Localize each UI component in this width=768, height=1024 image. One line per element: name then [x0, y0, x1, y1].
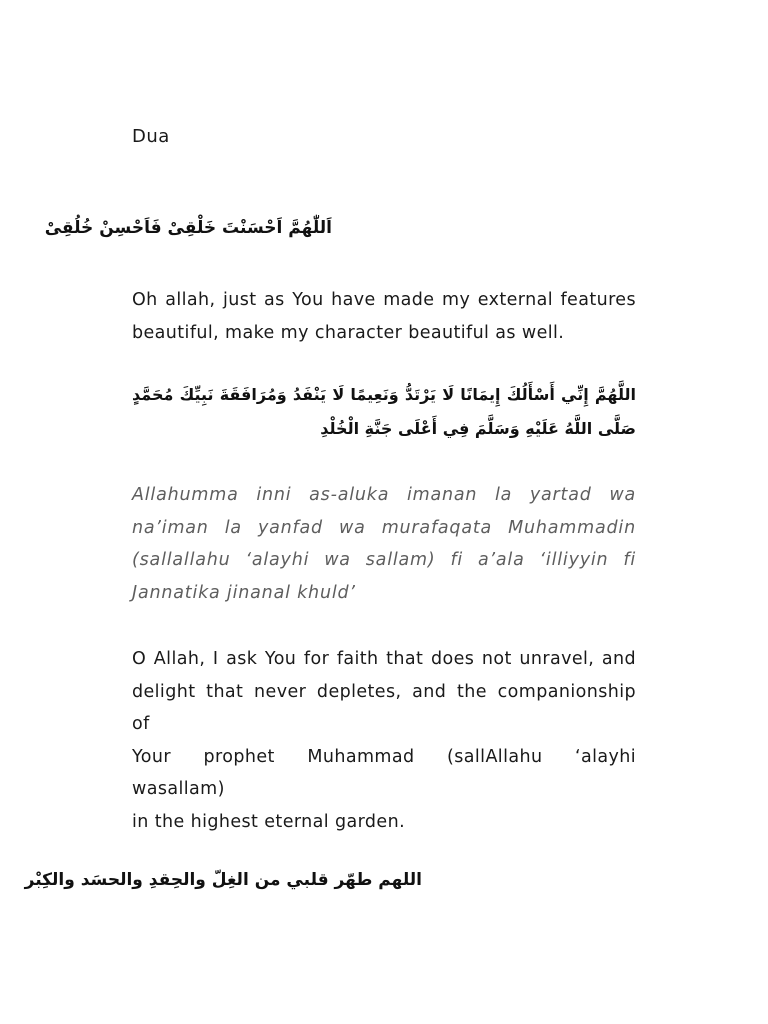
transliteration-line-1: Allahumma inni as-aluka imanan la yartad wa	[132, 485, 636, 505]
arabic-dua-3: اللهم طهّر قلبي من الغِلّ والحِقدِ والحسَد والكِبْر	[24, 870, 422, 890]
translation-2-line-3: of	[132, 714, 150, 734]
translation-2-line-6: in the highest eternal garden.	[132, 811, 406, 832]
page-title: Dua	[132, 126, 170, 147]
transliteration-line-3: (sallallahu ‘alayhi wa sallam) fi a’ala ‘illiyyin fi	[132, 550, 636, 570]
arabic-dua-1: اَللّٰهُمَّ اَحْسَنْتَ خَلْقِىْ فَاَحْسِنْ خُلُقِىْ	[44, 218, 332, 238]
transliteration-line-4: Jannatika jinanal khuld’	[132, 582, 356, 603]
translation-2	[132, 643, 636, 838]
arabic-dua-2: اللَّهُمَّ إِنِّي أَسْأَلُكَ إِيمَانًا لَا يَرْتَدُّ وَنَعِيمًا لَا يَنْفَدُ وَمُرَافَقَةَ نَبِيِّكَ مُحَمَّدٍ صَلَّى اللَّهُ عَلَيْهِ وَسَلَّمَ فِي أَعْلَى جَنَّةِ الْخُلْدِ	[132, 385, 636, 438]
translation-1-line-2: beautiful, make my character beautiful as well.	[132, 322, 565, 343]
translation-2-line-1: O Allah, I ask You for faith that does not unravel, and	[132, 649, 636, 669]
translation-2-line-5: wasallam)	[132, 779, 225, 799]
transliteration	[132, 479, 636, 609]
translation-1	[132, 284, 636, 349]
translation-2-line-4: Your prophet Muhammad (sallAllahu ‘alayhi	[132, 746, 636, 767]
transliteration-line-2: na’iman la yanfad wa murafaqata Muhammadin	[132, 517, 636, 538]
translation-1-line-1: Oh allah, just as You have made my external features	[132, 290, 636, 310]
translation-2-line-2: delight that never depletes, and the companionship	[132, 681, 636, 702]
